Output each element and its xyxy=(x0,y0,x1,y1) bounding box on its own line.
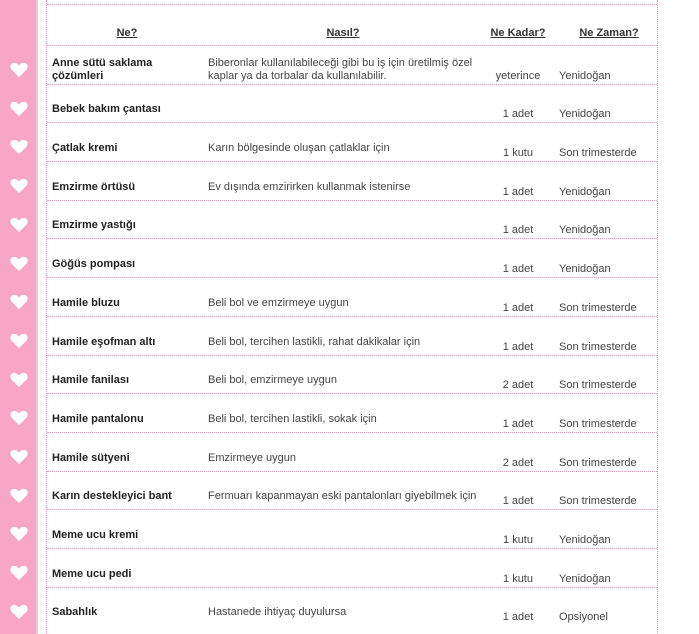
item-how: Beli bol, tercihen lastikli, rahat dakikalar için xyxy=(208,335,421,348)
heart-icon xyxy=(10,526,28,542)
item-when: Son trimesterde xyxy=(559,456,637,469)
table-body xyxy=(47,45,657,625)
item-when: Yenidoğan xyxy=(559,572,611,585)
item-how: Fermuarı kapanmayan eski pantalonları giyebilmek için xyxy=(208,490,477,503)
heart-icon xyxy=(10,410,28,426)
table-row xyxy=(47,84,657,123)
item-name: Hamile fanilası xyxy=(52,374,130,387)
item-quantity: 1 adet xyxy=(502,611,534,624)
item-how: Beli bol ve emzirmeye uygun xyxy=(208,296,349,309)
item-when: Yenidoğan xyxy=(559,108,611,121)
item-when: Yenidoğan xyxy=(559,185,611,198)
item-name: Emzirme örtüsü xyxy=(52,180,136,193)
item-how: Hastanede ihtiyaç duyulursa xyxy=(208,606,347,619)
heart-icon xyxy=(10,604,28,620)
heart-icon xyxy=(10,294,28,310)
item-name: Bebek bakım çantası xyxy=(52,103,161,116)
item-name: Karın destekleyici bant xyxy=(52,490,172,503)
item-how: Karın bölgesinde oluşan çatlaklar için xyxy=(208,142,390,155)
top-divider xyxy=(47,4,657,5)
item-quantity: 1 kutu xyxy=(503,533,533,546)
table-row xyxy=(47,548,657,587)
item-name: Hamile bluzu xyxy=(52,296,120,309)
table-header xyxy=(47,27,657,45)
item-name: Çatlak kremi xyxy=(52,142,118,155)
item-name: Hamile eşofman altı xyxy=(52,335,156,348)
heart-icon xyxy=(10,449,28,465)
header-qty: Ne Kadar? xyxy=(490,27,546,39)
heart-icon xyxy=(10,62,28,78)
table-row xyxy=(47,277,657,316)
item-quantity: 1 adet xyxy=(502,340,534,353)
item-when: Yenidoğan xyxy=(559,224,611,237)
item-quantity: 2 adet xyxy=(502,456,534,469)
item-when: Son trimesterde xyxy=(559,147,637,160)
item-quantity: 1 adet xyxy=(502,108,534,121)
item-when: Opsiyonel xyxy=(559,611,608,624)
item-name: Sabahlık xyxy=(52,606,98,619)
heart-icon xyxy=(10,178,28,194)
table-row xyxy=(47,200,657,239)
item-when: Son trimesterde xyxy=(559,495,637,508)
header-how: Nasıl? xyxy=(326,27,360,39)
heart-icon xyxy=(10,333,28,349)
item-how: Beli bol, emzirmeye uygun xyxy=(208,374,338,387)
table-row xyxy=(47,238,657,277)
item-name: Göğüs pompası xyxy=(52,258,136,271)
table-row xyxy=(47,355,657,394)
item-name: Hamile pantalonu xyxy=(52,412,144,425)
item-quantity: 1 adet xyxy=(502,185,534,198)
item-quantity: 1 adet xyxy=(502,417,534,430)
header-what: Ne? xyxy=(116,27,138,39)
table-row xyxy=(47,509,657,548)
table-row xyxy=(47,432,657,471)
table-row xyxy=(47,587,657,626)
table-row xyxy=(47,161,657,200)
table-row xyxy=(47,393,657,432)
heart-icon xyxy=(10,101,28,117)
heart-icon xyxy=(10,256,28,272)
item-name: Meme ucu pedi xyxy=(52,567,132,580)
item-when: Yenidoğan xyxy=(559,263,611,276)
heart-icon xyxy=(10,217,28,233)
item-when: Yenidoğan xyxy=(559,69,611,82)
table-row xyxy=(47,45,657,84)
heart-icon xyxy=(10,488,28,504)
item-quantity: 1 adet xyxy=(502,495,534,508)
item-when: Son trimesterde xyxy=(559,417,637,430)
table-row xyxy=(47,316,657,355)
item-quantity: 1 adet xyxy=(502,263,534,276)
table-row xyxy=(47,122,657,161)
heart-icon xyxy=(10,565,28,581)
heart-icon xyxy=(10,139,28,155)
sidebar-border xyxy=(36,0,38,634)
checklist-table xyxy=(46,0,658,634)
header-when: Ne Zaman? xyxy=(579,27,639,39)
item-how: Ev dışında emzirirken kullanmak istenirse xyxy=(208,180,411,193)
table-row xyxy=(47,471,657,510)
item-when: Son trimesterde xyxy=(559,301,637,314)
item-quantity: yeterince xyxy=(495,69,541,82)
item-quantity: 2 adet xyxy=(502,379,534,392)
item-name: Hamile sütyeni xyxy=(52,451,130,464)
heart-icon xyxy=(10,372,28,388)
item-name: Anne sütü saklama çözümleri xyxy=(52,56,153,82)
item-when: Son trimesterde xyxy=(559,379,637,392)
item-quantity: 1 kutu xyxy=(503,572,533,585)
item-how: Beli bol, tercihen lastikli, sokak için xyxy=(208,412,377,425)
item-when: Son trimesterde xyxy=(559,340,637,353)
item-name: Meme ucu kremi xyxy=(52,528,139,541)
item-quantity: 1 adet xyxy=(502,301,534,314)
item-how: Biberonlar kullanılabileceği gibi bu iş için üretilmiş özel kaplar ya da torbalar da kullanılabilir. xyxy=(208,56,473,82)
item-when: Yenidoğan xyxy=(559,533,611,546)
item-quantity: 1 kutu xyxy=(503,147,533,160)
item-quantity: 1 adet xyxy=(502,224,534,237)
item-how: Emzirmeye uygun xyxy=(208,451,297,464)
item-name: Emzirme yastığı xyxy=(52,219,136,232)
